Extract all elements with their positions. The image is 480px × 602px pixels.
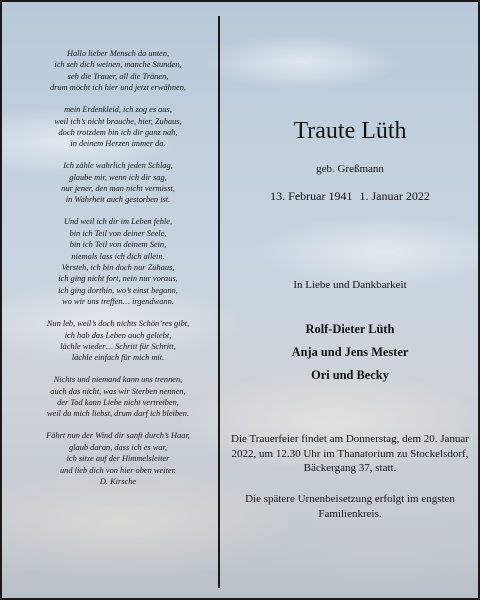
poem-line: Hallo lieber Mensch da unten,	[66, 49, 170, 58]
funeral-service-notice: Die Trauerfeier findet am Donnerstag, dem 20. Januar 2022, um 12.30 Uhr im Thanatorium zu Stockelsdorf, Bäckergang 37, statt.	[231, 433, 469, 474]
urn-burial-notice: Die spätere Urnenbeisetzung erfolgt im engsten Familienkreis.	[245, 493, 455, 520]
poem-line: doch trotzdem bin ich dir ganz nah,	[58, 127, 178, 137]
poem-line: seh die Trauer, all die Tränen,	[67, 71, 169, 81]
poem-line: Fährt nun der Wind dir sanft durch’s Haar,	[46, 431, 190, 441]
poem-line: auch das nicht, was wir Sterben nennen,	[50, 386, 186, 396]
poem-line: und lieb dich von hier oben weiter.	[59, 465, 177, 475]
poem-stanza	[28, 48, 208, 94]
poem-line: ich sitze auf der Himmelsleiter	[66, 454, 170, 464]
birth-date: 13. Februar 1941	[270, 189, 353, 203]
birth-name: geb. Greßmann	[316, 163, 384, 175]
poem-line: mein Erdenkleid, ich zog es aus,	[64, 105, 172, 115]
poem-line: drum möcht ich hier und jetzt erwähnen,	[49, 83, 187, 93]
poem-line: wo wir uns treffen… irgendwann.	[62, 297, 174, 307]
poem-line: Nichts und niemand kann uns trennen,	[53, 375, 183, 385]
announcement-panel	[220, 2, 480, 602]
mourners-list	[220, 318, 480, 387]
poem-line: lächle einfach für mich mit.	[71, 353, 165, 363]
poem-stanza	[28, 430, 208, 487]
poem-stanza	[28, 216, 208, 307]
memorial-poem	[28, 48, 208, 498]
poem-line: ich ging nicht fort, nein nur voraus,	[58, 274, 178, 284]
poem-line: glaube mir, wenn ich dir sag,	[69, 172, 167, 182]
poem-line: Und weil ich dir im Leben fehle,	[63, 217, 173, 227]
poem-line: weil ich’s nicht brauche, hier, Zuhaus,	[54, 116, 182, 126]
poem-line: D. Kirsche	[99, 477, 137, 486]
poem-stanza	[28, 104, 208, 150]
poem-line: in deinem Herzen immer da.	[70, 139, 166, 149]
farewell-line: In Liebe und Dankbarkeit	[293, 279, 407, 291]
poem-line: der Tod kann Liebe nicht vertreiben,	[57, 398, 179, 408]
death-date: 1. Januar 2022	[359, 189, 430, 203]
poem-line: weil du mich liebst, drum darf ich bleiben.	[46, 409, 190, 419]
poem-line: Ich zähle wahrlich jeden Schlag,	[63, 161, 173, 171]
mourner-name: Anja und Jens Mester	[291, 345, 409, 359]
poem-line: ich ging dorthin, wo’s einst begann,	[58, 285, 178, 295]
poem-line: Nun leb, weil’s doch nichts Schön’res gibt,	[46, 319, 190, 329]
poem-stanza	[28, 318, 208, 364]
poem-line: lächle wieder… Schritt für Schritt,	[60, 341, 176, 351]
poem-line: Versteh, ich bin doch nur Zuhaus,	[61, 263, 175, 272]
poem-line: niemals lass ich dich allein.	[71, 251, 165, 261]
mourner-name: Rolf-Dieter Lüth	[305, 322, 395, 336]
poem-line: ich hab das Leben auch geliebt,	[64, 330, 172, 340]
poem-line: ich seh dich weinen, manche Stunden,	[54, 60, 182, 70]
life-dates	[220, 188, 480, 204]
poem-line: in Wahrheit auch gestorben ist.	[65, 195, 171, 205]
deceased-name: Traute Lüth	[293, 118, 407, 144]
poem-line: bin ich Teil von deiner Seele,	[69, 228, 167, 238]
mourner-name: Ori und Becky	[311, 368, 389, 382]
poem-stanza	[28, 374, 208, 420]
poem-line: glaub daran, dass ich es war,	[69, 442, 167, 452]
poem-line: nur jener, den man nicht vermisst,	[61, 184, 175, 194]
poem-stanza	[28, 160, 208, 206]
poem-line: bin ich Teil von deinem Sein,	[69, 240, 167, 250]
